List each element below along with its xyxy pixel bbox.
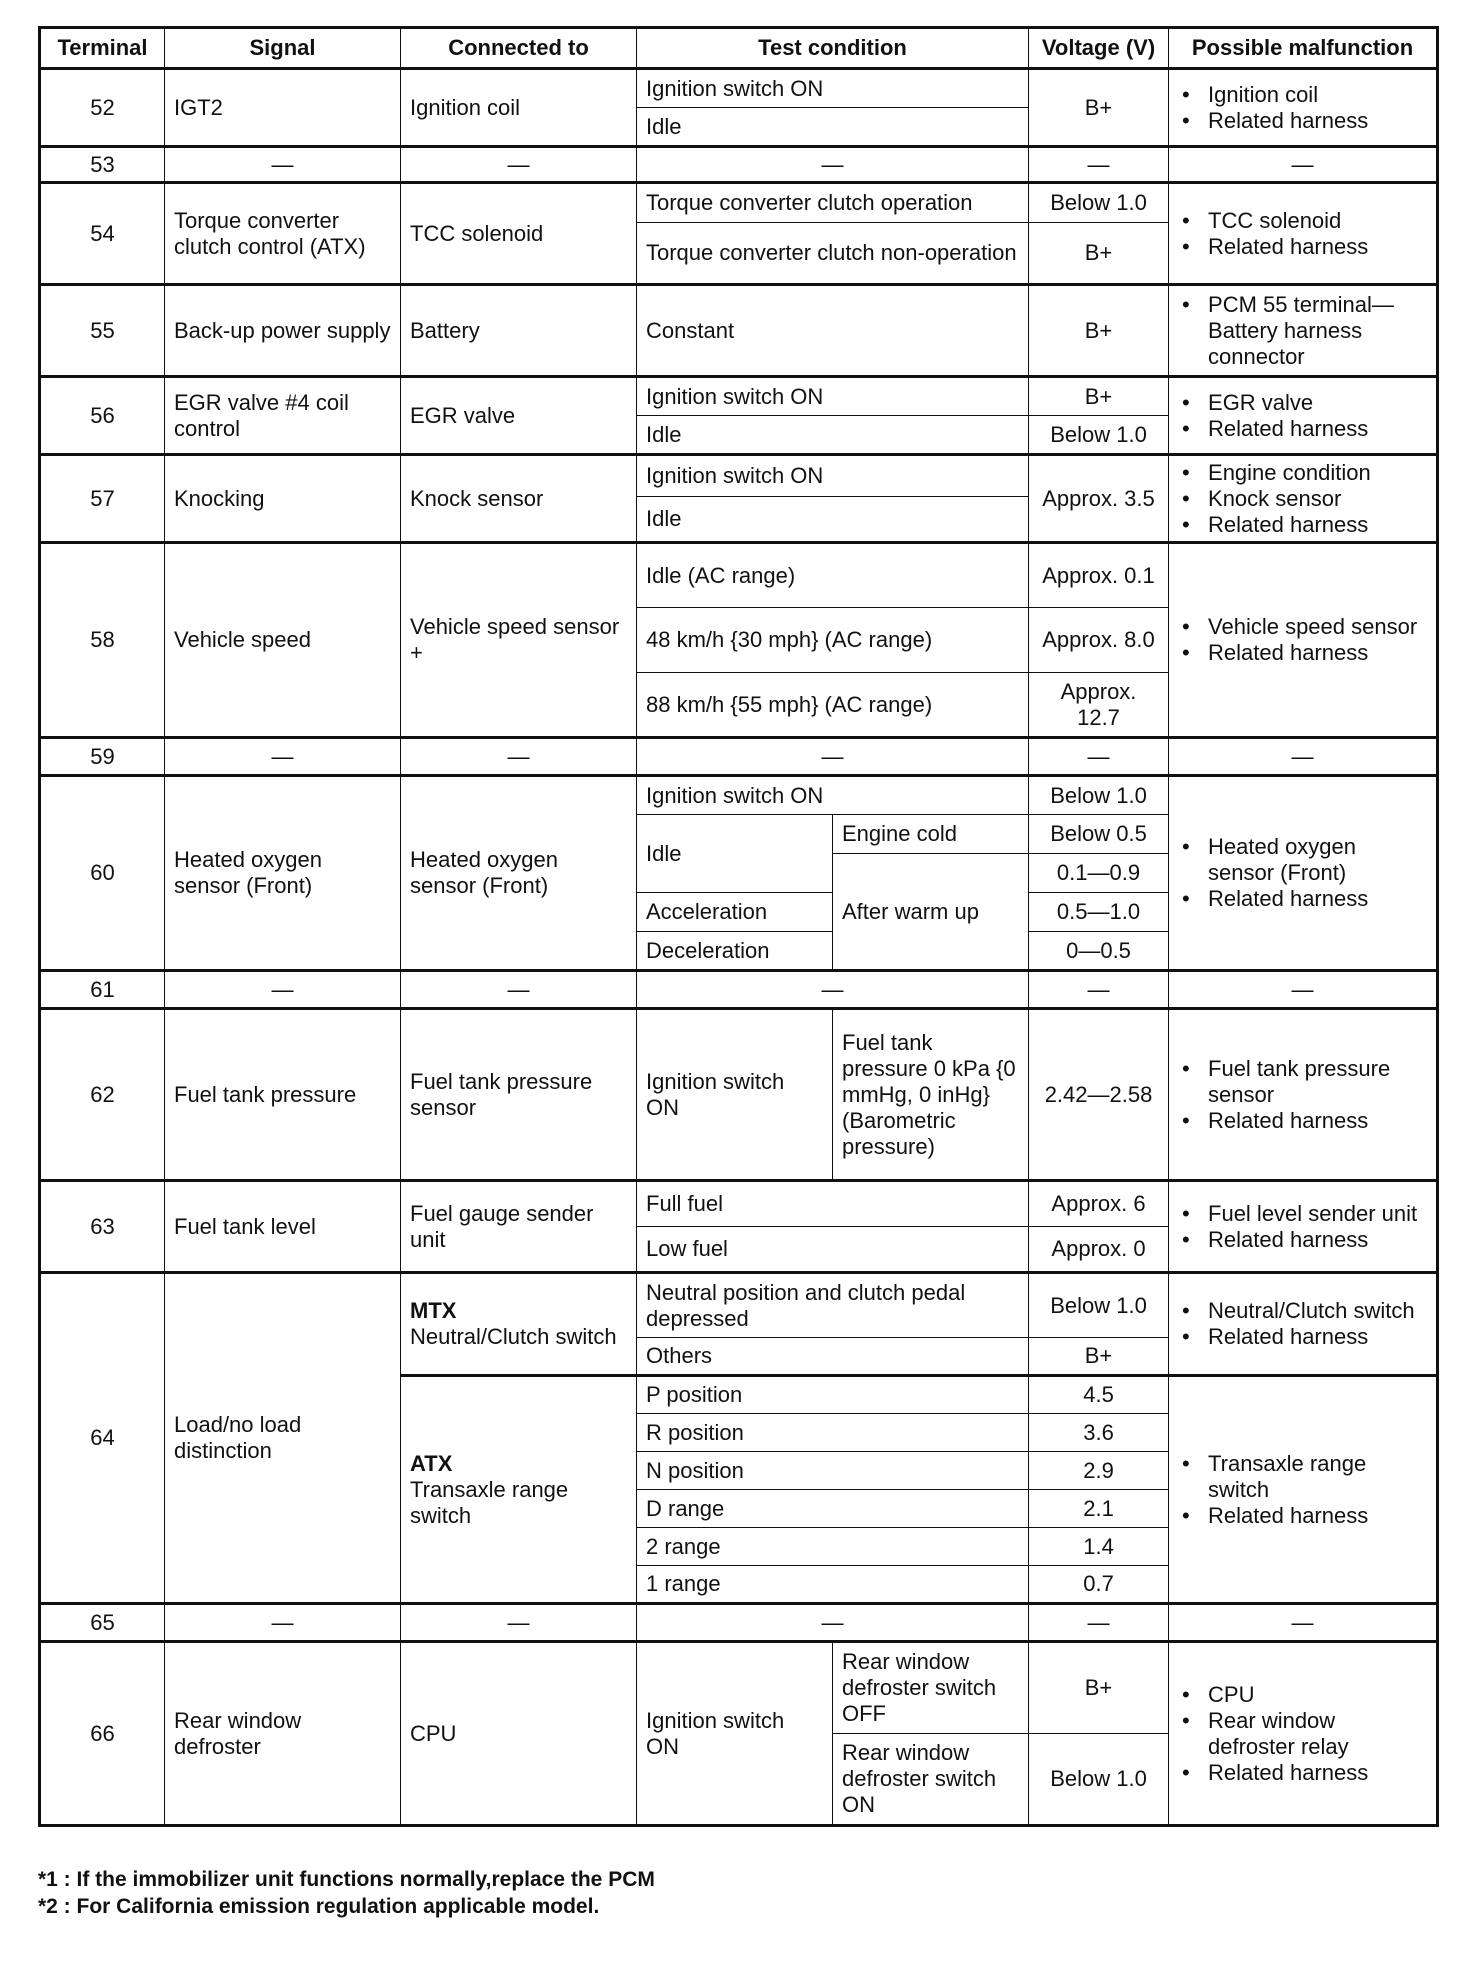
signal-cell: EGR valve #4 coil control	[165, 377, 401, 455]
malfunction-cell	[1169, 377, 1438, 455]
table-row	[40, 183, 1438, 223]
dash-cell: —	[1029, 1604, 1169, 1642]
voltage-cell: 2.9	[1029, 1452, 1169, 1490]
dash-cell: —	[165, 1604, 401, 1642]
connected-cell: Knock sensor	[401, 455, 637, 543]
dash-cell: —	[1169, 971, 1438, 1009]
malfunction-item: • CPU	[1178, 1682, 1427, 1708]
voltage-cell: 4.5	[1029, 1376, 1169, 1414]
terminal-52: 52	[40, 69, 165, 147]
signal-cell: Load/no load distinction	[165, 1273, 401, 1604]
connected-cell-atx	[401, 1376, 637, 1604]
footnote-2: *2 : For California emission regulation applicable model.	[38, 1895, 600, 1918]
condition-cell: 1 range	[637, 1566, 1029, 1604]
table-row	[40, 147, 1438, 183]
condition-cell: Ignition switch ON	[637, 776, 1029, 815]
pcm-terminal-table	[38, 26, 1439, 1827]
voltage-cell: Below 1.0	[1029, 776, 1169, 815]
voltage-cell: 2.42—2.58	[1029, 1009, 1169, 1181]
terminal-61: 61	[40, 971, 165, 1009]
table-row	[40, 738, 1438, 776]
dash-cell: —	[401, 971, 637, 1009]
voltage-cell: Approx. 8.0	[1029, 608, 1169, 673]
malfunction-cell	[1169, 776, 1438, 971]
terminal-60: 60	[40, 776, 165, 971]
mtx-connected: Neutral/Clutch switch	[410, 1324, 617, 1349]
signal-cell: Rear window defroster	[165, 1642, 401, 1826]
malfunction-item: • Engine condition	[1178, 460, 1427, 486]
malfunction-item: • Related harness	[1178, 1503, 1427, 1529]
malfunction-item: • Fuel level sender unit	[1178, 1201, 1427, 1227]
voltage-cell: 2.1	[1029, 1490, 1169, 1528]
header-row	[40, 28, 1438, 69]
voltage-cell: Below 1.0	[1029, 416, 1169, 455]
dash-cell: —	[1029, 147, 1169, 183]
malfunction-item: • Related harness	[1178, 234, 1427, 260]
wiring-spec-sheet	[38, 26, 1436, 1827]
condition-cell: Ignition switch ON	[637, 1642, 833, 1826]
malfunction-item: • Related harness	[1178, 1324, 1427, 1350]
dash-cell: —	[1169, 738, 1438, 776]
signal-cell: Vehicle speed	[165, 543, 401, 738]
malfunction-cell	[1169, 543, 1438, 738]
dash-cell: —	[401, 1604, 637, 1642]
malfunction-cell	[1169, 69, 1438, 147]
signal-cell: Back-up power supply	[165, 285, 401, 377]
dash-cell: —	[1169, 147, 1438, 183]
malfunction-cell	[1169, 1642, 1438, 1826]
terminal-59: 59	[40, 738, 165, 776]
dash-cell: —	[1169, 1604, 1438, 1642]
table-row	[40, 971, 1438, 1009]
voltage-cell: B+	[1029, 223, 1169, 285]
condition-cell: Others	[637, 1338, 1029, 1376]
signal-cell: Fuel tank pressure	[165, 1009, 401, 1181]
malfunction-item: • Related harness	[1178, 416, 1427, 442]
mtx-label: MTX	[410, 1298, 457, 1323]
table-row	[40, 543, 1438, 608]
footnote-1: *1 : If the immobilizer unit functions normally,replace the PCM	[38, 1868, 655, 1891]
condition-cell: Idle	[637, 416, 1029, 455]
malfunction-item: • Related harness	[1178, 1227, 1427, 1253]
table-row	[40, 776, 1438, 815]
condition-cell: Idle (AC range)	[637, 543, 1029, 608]
header-signal: Signal	[165, 28, 401, 69]
condition-cell: N position	[637, 1452, 1029, 1490]
connected-cell: Ignition coil	[401, 69, 637, 147]
sub-condition-cell: After warm up	[833, 854, 1029, 971]
voltage-cell: B+	[1029, 1338, 1169, 1376]
malfunction-cell	[1169, 285, 1438, 377]
malfunction-item: • Ignition coil	[1178, 82, 1427, 108]
voltage-cell: Approx. 0.1	[1029, 543, 1169, 608]
dash-cell: —	[165, 738, 401, 776]
table-row	[40, 285, 1438, 377]
voltage-cell: Below 1.0	[1029, 183, 1169, 223]
malfunction-item: • Related harness	[1178, 1108, 1427, 1134]
connected-cell: TCC solenoid	[401, 183, 637, 285]
table-row	[40, 455, 1438, 497]
malfunction-cell	[1169, 1376, 1438, 1604]
voltage-cell: 0.1—0.9	[1029, 854, 1169, 893]
terminal-66: 66	[40, 1642, 165, 1826]
signal-cell: Heated oxygen sensor (Front)	[165, 776, 401, 971]
terminal-58: 58	[40, 543, 165, 738]
sub-condition-cell: Rear window defroster switch OFF	[833, 1642, 1029, 1734]
table-row	[40, 377, 1438, 416]
connected-cell: CPU	[401, 1642, 637, 1826]
condition-cell: Low fuel	[637, 1227, 1029, 1273]
terminal-65: 65	[40, 1604, 165, 1642]
signal-cell: IGT2	[165, 69, 401, 147]
terminal-63: 63	[40, 1181, 165, 1273]
condition-cell: 2 range	[637, 1528, 1029, 1566]
connected-cell: Fuel tank pressure sensor	[401, 1009, 637, 1181]
terminal-55: 55	[40, 285, 165, 377]
header-test-condition: Test condition	[637, 28, 1029, 69]
dash-cell: —	[165, 147, 401, 183]
voltage-cell: Approx. 0	[1029, 1227, 1169, 1273]
malfunction-item: • Vehicle speed sensor	[1178, 614, 1427, 640]
sub-condition-cell: Engine cold	[833, 815, 1029, 854]
malfunction-item: • Related harness	[1178, 108, 1427, 134]
connected-cell: Battery	[401, 285, 637, 377]
condition-cell: 88 km/h {55 mph} (AC range)	[637, 673, 1029, 738]
malfunction-item: • Rear window defroster relay	[1178, 1708, 1427, 1760]
voltage-cell: 0.7	[1029, 1566, 1169, 1604]
voltage-cell: Approx. 6	[1029, 1181, 1169, 1227]
voltage-cell: Approx. 12.7	[1029, 673, 1169, 738]
dash-cell: —	[165, 971, 401, 1009]
connected-cell: Fuel gauge sender unit	[401, 1181, 637, 1273]
signal-cell: Torque converter clutch control (ATX)	[165, 183, 401, 285]
connected-cell: EGR valve	[401, 377, 637, 455]
malfunction-cell	[1169, 1009, 1438, 1181]
voltage-cell: B+	[1029, 285, 1169, 377]
terminal-54: 54	[40, 183, 165, 285]
malfunction-item: • Transaxle range switch	[1178, 1451, 1427, 1503]
header-terminal: Terminal	[40, 28, 165, 69]
dash-cell: —	[637, 738, 1029, 776]
malfunction-item: • Related harness	[1178, 640, 1427, 666]
dash-cell: —	[637, 971, 1029, 1009]
malfunction-item: • Neutral/Clutch switch	[1178, 1298, 1427, 1324]
voltage-cell: B+	[1029, 377, 1169, 416]
malfunction-item: • EGR valve	[1178, 390, 1427, 416]
malfunction-cell	[1169, 455, 1438, 543]
dash-cell: —	[1029, 971, 1169, 1009]
condition-cell: 48 km/h {30 mph} (AC range)	[637, 608, 1029, 673]
sub-condition-cell: Fuel tank pressure 0 kPa {0 mmHg, 0 inHg} (Barometric pressure)	[833, 1009, 1029, 1181]
voltage-cell: 1.4	[1029, 1528, 1169, 1566]
voltage-cell: B+	[1029, 1642, 1169, 1734]
terminal-57: 57	[40, 455, 165, 543]
dash-cell: —	[401, 738, 637, 776]
condition-cell: Acceleration	[637, 893, 833, 932]
footnotes	[38, 1866, 655, 1920]
header-connected-to: Connected to	[401, 28, 637, 69]
condition-cell: Constant	[637, 285, 1029, 377]
dash-cell: —	[401, 147, 637, 183]
malfunction-cell	[1169, 1181, 1438, 1273]
sub-condition-cell: Rear window defroster switch ON	[833, 1734, 1029, 1826]
table-row	[40, 1642, 1438, 1734]
condition-cell: Torque converter clutch non-operation	[637, 223, 1029, 285]
terminal-56: 56	[40, 377, 165, 455]
condition-cell: R position	[637, 1414, 1029, 1452]
voltage-cell: 0—0.5	[1029, 932, 1169, 971]
malfunction-item: • TCC solenoid	[1178, 208, 1427, 234]
terminal-53: 53	[40, 147, 165, 183]
dash-cell: —	[1029, 738, 1169, 776]
table-row	[40, 1273, 1438, 1338]
condition-cell: Idle	[637, 497, 1029, 543]
dash-cell: —	[637, 1604, 1029, 1642]
condition-cell: Deceleration	[637, 932, 833, 971]
voltage-cell: Approx. 3.5	[1029, 455, 1169, 543]
header-possible-malfunction: Possible malfunction	[1169, 28, 1438, 69]
voltage-cell: 3.6	[1029, 1414, 1169, 1452]
atx-connected: Transaxle range switch	[410, 1476, 569, 1528]
connected-cell: Heated oxygen sensor (Front)	[401, 776, 637, 971]
dash-cell: —	[637, 147, 1029, 183]
signal-cell: Fuel tank level	[165, 1181, 401, 1273]
table-row	[40, 1009, 1438, 1181]
condition-cell: Idle	[637, 815, 833, 893]
malfunction-item: • Related harness	[1178, 886, 1427, 912]
condition-cell: Neutral position and clutch pedal depressed	[637, 1273, 1029, 1338]
malfunction-item: • PCM 55 terminal—Battery harness connector	[1178, 292, 1427, 370]
condition-cell: Ignition switch ON	[637, 69, 1029, 108]
table-row	[40, 1604, 1438, 1642]
condition-cell: P position	[637, 1376, 1029, 1414]
condition-cell: D range	[637, 1490, 1029, 1528]
condition-cell: Full fuel	[637, 1181, 1029, 1227]
malfunction-item: • Fuel tank pressure sensor	[1178, 1056, 1427, 1108]
header-voltage: Voltage (V)	[1029, 28, 1169, 69]
malfunction-item: • Heated oxygen sensor (Front)	[1178, 834, 1427, 886]
table-row	[40, 1181, 1438, 1227]
atx-label: ATX	[410, 1450, 453, 1476]
voltage-cell: Below 1.0	[1029, 1273, 1169, 1338]
malfunction-cell	[1169, 183, 1438, 285]
malfunction-item: • Knock sensor	[1178, 486, 1427, 512]
voltage-cell: Below 1.0	[1029, 1734, 1169, 1826]
condition-cell: Ignition switch ON	[637, 455, 1029, 497]
connected-cell-mtx	[401, 1273, 637, 1376]
voltage-cell: B+	[1029, 69, 1169, 147]
malfunction-item: • Related harness	[1178, 1760, 1427, 1786]
malfunction-item: • Related harness	[1178, 512, 1427, 538]
condition-cell: Ignition switch ON	[637, 377, 1029, 416]
connected-cell: Vehicle speed sensor +	[401, 543, 637, 738]
condition-cell: Idle	[637, 108, 1029, 147]
terminal-62: 62	[40, 1009, 165, 1181]
terminal-64: 64	[40, 1273, 165, 1604]
condition-cell: Torque converter clutch operation	[637, 183, 1029, 223]
condition-cell: Ignition switch ON	[637, 1009, 833, 1181]
table-row	[40, 69, 1438, 108]
voltage-cell: Below 0.5	[1029, 815, 1169, 854]
voltage-cell: 0.5—1.0	[1029, 893, 1169, 932]
malfunction-cell	[1169, 1273, 1438, 1376]
signal-cell: Knocking	[165, 455, 401, 543]
